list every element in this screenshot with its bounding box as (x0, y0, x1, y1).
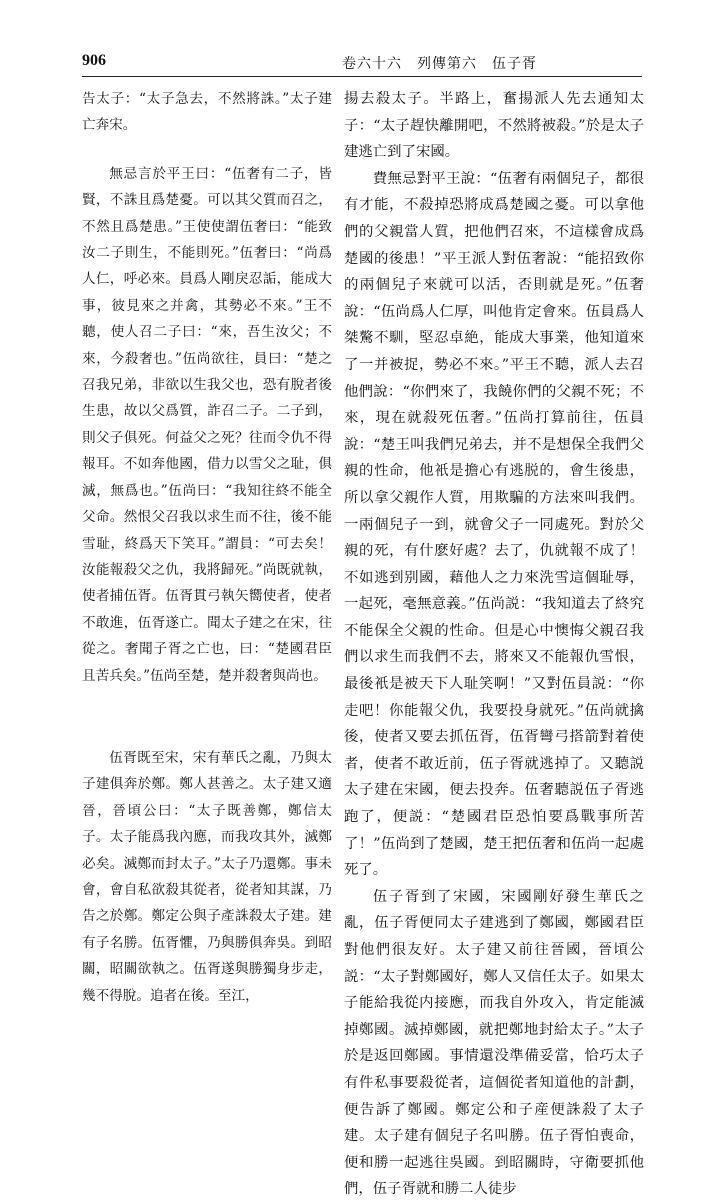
running-title: 卷六十六 列傳第六 伍子胥 (342, 56, 537, 72)
translation-column (344, 86, 644, 1198)
page-number: 906 (82, 52, 106, 69)
paragraph-gap (82, 689, 332, 745)
classical-paragraph-2: 無忌言於平王曰：“伍奢有二子，皆賢，不誅且爲楚憂。可以其父質而召之，不然且爲楚患。”王使使謂伍奢曰：“能致汝二子則生，不能則死。”伍奢曰：“尚爲人仁，呼必來。員爲人剛戾忍詬，能成大事，彼見來之并禽，其勢必不來。”王不聽，使人召二子曰：“來，吾生汝父；不來，今殺奢也。”伍尚欲往，員曰：“楚之召我兄弟，非欲以生我父也，恐有脫者後生患，故以父爲質，詐召二子。二子到，則父子俱死。何益父之死？往而令仇不得報耳。不如奔他國，借力以雪父之耻，俱滅，無爲也。”伍尚曰：“我知往終不能全父命。然恨父召我以求生而不往，後不能雪耻，終爲天下笑耳。”謂員：“可去矣！汝能報殺父之仇，我將歸死。”尚既就執，使者捕伍胥。伍胥貫弓執矢嚮使者，使者不敢進，伍胥遂亡。聞太子建之在宋，往從之。奢聞子胥之亡也，曰：“楚國君臣且苦兵矣。”伍尚至楚，楚并殺奢與尚也。 (82, 165, 332, 684)
translation-paragraph-2: 費無忌對平王說：“伍奢有兩個兒子，都很有才能，不殺掉恐將成爲楚國之憂。可以拿他們的父親當人質，把他們召來，不這樣會成爲楚國的後患！”平王派人對伍奢說：“能招致你的兩個兒子來就可以活，否則就是死。”伍奢說：“伍尚爲人仁厚，叫他肯定會來。伍員爲人桀驁不馴，堅忍卓絶，能成大事業，他知道來了一并被捉，勢必不來。”平王不聽，派人去召他們說：“你們來了，我饒你們的父親不死；不來，現在就殺死伍奢。”伍尚打算前往，伍員說：“楚王叫我們兄弟去，并不是想保全我們父親的性命，他衹是擔心有逃脱的，會生後患，所以拿父親作人質，用欺騙的方法來叫我們。一兩個兒子一到，就會父子一同處死。對於父親的死，有什麽好處？去了，仇就報不成了！不如逃到别國，藉他人之力來洗雪這個耻辱，一起死，毫無意義。”伍尚説：“我知道去了終究不能保全父親的性命。但是心中懊悔父親召我們以求生而我們不去，將來又不能報仇雪恨，最後衹是被天下人耻笑啊！”又對伍員説：“你走吧！你能報父仇，我要投身就死。”伍尚就擒後，使者又要去抓伍胥，伍胥彎弓搭箭對着使者，使者不敢近前，伍子胥就逃掉了。又聽説太子建在宋國，便去投奔。伍奢聽説伍子胥逃跑了，便説：“楚國君臣恐怕要爲戰事所苦了！”伍尚到了楚國，楚王把伍奢和伍尚一起處死了。 (344, 170, 644, 879)
translation-paragraph-3: 伍子胥到了宋國，宋國剛好發生華氏之亂，伍子胥便同太子建逃到了鄭國，鄭國君臣對他們很友好。太子建又前往晉國，晉頃公説：“太子對鄭國好，鄭人又信任太子。如果太子能給我從内接應，而我自外攻入，肯定能滅掉鄭國。滅掉鄭國，就把鄭地封給太子。”太子於是返回鄭國。事情還没準備妥當，恰巧太子有件私事要殺從者，這個從者知道他的計劃，便告訴了鄭國。鄭定公和子産便誅殺了太子建。太子建有個兒子名叫勝。伍子胥怕喪命，便和勝一起逃往吳國。到昭關時，守衛要抓他們，伍子胥就和勝二人徒步 (344, 888, 644, 1198)
classical-paragraph-1: 告太子：“太子急去，不然將誅。”太子建亡奔宋。 (82, 91, 332, 134)
translation-paragraph-1: 揚去殺太子。半路上，奮揚派人先去通知太子：“太子趕快離開吧，不然將被殺。”於是太子建逃亡到了宋國。 (344, 91, 644, 161)
classical-paragraph-3: 伍胥既至宋，宋有華氏之亂，乃與太子建俱奔於鄭。鄭人甚善之。太子建又適晉，晉頃公曰：“太子既善鄭，鄭信太子。太子能爲我內應，而我攻其外，滅鄭必矣。滅鄭而封太子。”太子乃還鄭。事未會，會自私欲殺其從者，從者知其謀，乃告之於鄭。鄭定公與子產誅殺太子建。建有子名勝。伍胥懼，乃與勝俱奔吳。到昭關，昭關欲執之。伍胥遂與勝獨身步走，幾不得脫。追者在後。至江， (82, 749, 332, 1004)
header-rule (82, 76, 642, 77)
classical-text-column (82, 86, 332, 1004)
paragraph-gap (82, 139, 332, 161)
page-header (0, 0, 716, 80)
